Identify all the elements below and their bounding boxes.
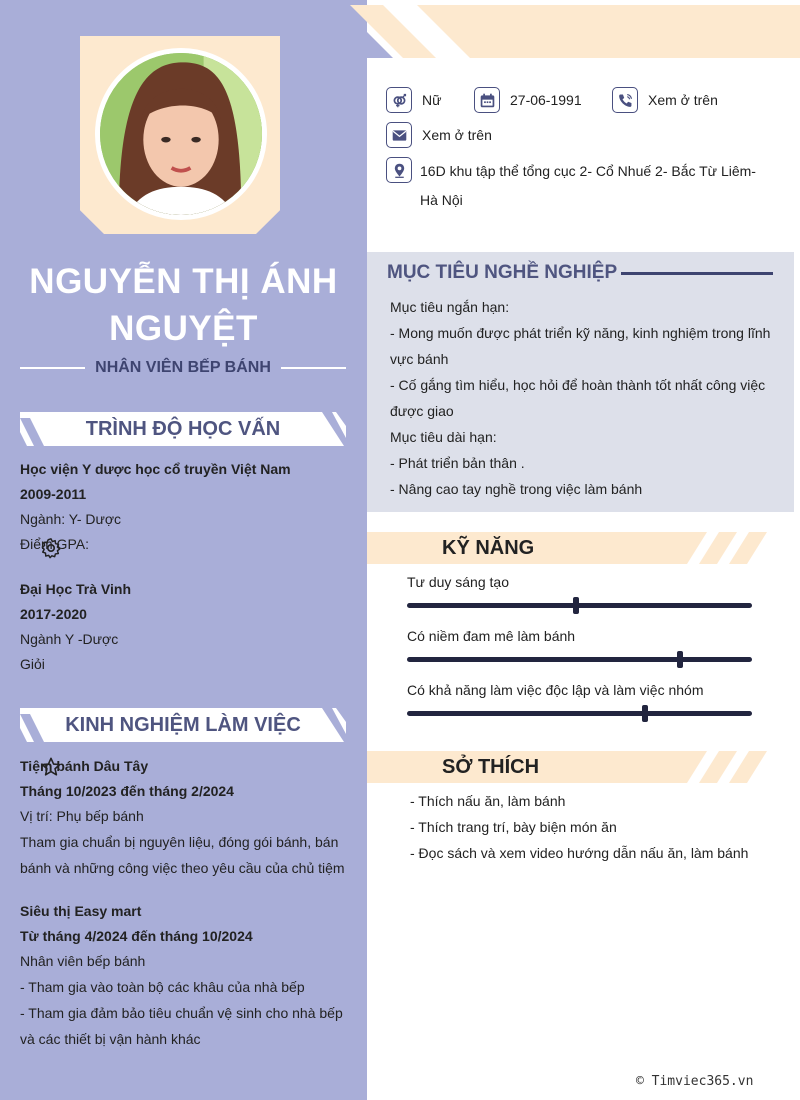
education-entry [20, 577, 350, 677]
candidate-name [0, 258, 367, 352]
job-description: và các thiết bị vận hành khác [20, 1031, 201, 1047]
objective-line: - Mong muốn được phát triển kỹ năng, kinh nghiệm trong lĩnh [390, 325, 771, 341]
address-line-2: Hà Nội [420, 192, 463, 208]
education-heading [20, 412, 346, 446]
work-period: Tháng 10/2023 đến tháng 2/2024 [20, 783, 234, 799]
avatar [95, 48, 267, 220]
skills-heading: KỸ NĂNG [442, 537, 535, 559]
experience-heading [20, 708, 346, 742]
phone-icon [612, 87, 638, 113]
contact-gender [386, 87, 441, 113]
heading-underline [621, 272, 773, 275]
footer-credit: © Timviec365.vn [636, 1074, 754, 1089]
hobby-item: - Thích trang trí, bày biện món ăn [410, 819, 617, 835]
experience-entry [20, 754, 350, 881]
top-decoration [305, 5, 800, 58]
gender-value: Nữ [422, 92, 442, 108]
stripe-decoration [687, 532, 777, 564]
job-description: bánh và những công việc theo yêu cầu của chủ tiệm [20, 860, 345, 876]
gear-icon [40, 537, 62, 559]
hobbies-heading-band [367, 751, 777, 783]
major: Ngành Y -Dược [20, 631, 119, 647]
school-name: Đại Học Trà Vinh [20, 581, 131, 597]
birthday-value: 27-06-1991 [510, 92, 582, 108]
objective-line: - Nâng cao tay nghề trong việc làm bánh [390, 481, 643, 497]
objective-line: Mục tiêu dài hạn: [390, 429, 497, 445]
avatar-image [100, 53, 262, 215]
job-description: - Tham gia đảm bảo tiêu chuẩn vệ sinh cho nhà bếp [20, 1005, 343, 1021]
gpa: Giỏi [20, 656, 45, 672]
job-description: - Tham gia vào toàn bộ các khâu của nhà bếp [20, 979, 305, 995]
skills-heading-band [367, 532, 777, 564]
skill-level-marker [677, 651, 683, 668]
stripe-decoration [314, 412, 346, 446]
skill-label: Có khả năng làm việc độc lập và làm việc nhóm [407, 682, 704, 698]
school-name: Học viện Y dược học cổ truyền Việt Nam [20, 461, 291, 477]
gpa: Điểm GPA: [20, 536, 89, 552]
email-icon [386, 122, 412, 148]
hobbies-list [410, 788, 748, 866]
stripe-decoration [20, 708, 52, 742]
skill-bar [407, 657, 752, 662]
stripe-decoration [314, 708, 346, 742]
skill-bar [407, 603, 752, 608]
name-line-1: NGUYỄN THỊ ÁNH [29, 262, 338, 301]
stripe-decoration [687, 751, 777, 783]
divider-line [281, 367, 346, 369]
name-line-2: NGUYỆT [109, 309, 258, 348]
skill-label: Tư duy sáng tạo [407, 574, 509, 590]
contact-phone [612, 87, 718, 113]
contact-email [386, 122, 492, 148]
education-heading-text: TRÌNH ĐỘ HỌC VẤN [85, 417, 281, 440]
contact-birthday [474, 87, 582, 113]
email-value: Xem ở trên [422, 127, 492, 143]
objective-heading: MỤC TIÊU NGHỀ NGHIỆP [387, 262, 618, 283]
skill-level-marker [573, 597, 579, 614]
gender-icon [386, 87, 412, 113]
phone-value: Xem ở trên [648, 92, 718, 108]
star-icon [40, 756, 62, 778]
position: Vị trí: Phụ bếp bánh [20, 808, 144, 824]
experience-heading-text: KINH NGHIỆM LÀM VIỆC [65, 713, 301, 736]
study-period: 2009-2011 [20, 486, 87, 502]
contact-address [386, 157, 422, 183]
divider-line [20, 367, 85, 369]
objective-line: - Phát triển bản thân . [390, 455, 525, 471]
job-title: NHÂN VIÊN BẾP BÁNH [95, 359, 271, 376]
position: Nhân viên bếp bánh [20, 953, 146, 969]
objective-body [390, 294, 785, 502]
address-line-1: 16D khu tập thể tổng cục 2- Cổ Nhuế 2- Bắc Từ Liêm- [420, 163, 756, 179]
company-name: Siêu thị Easy mart [20, 903, 142, 919]
company-name: Tiệm bánh Dâu Tây [20, 758, 149, 774]
calendar-icon [474, 87, 500, 113]
stripe-decoration [20, 412, 52, 446]
hobbies-heading: SỞ THÍCH [442, 756, 540, 778]
work-period: Từ tháng 4/2024 đến tháng 10/2024 [20, 928, 253, 944]
hobby-item: - Đọc sách và xem video hướng dẫn nấu ăn, làm bánh [410, 845, 749, 861]
address-value [420, 157, 780, 215]
objective-line: được giao [390, 403, 454, 419]
objective-line: Mục tiêu ngắn hạn: [390, 299, 510, 315]
job-title-row [20, 355, 346, 381]
objective-line: - Cố gắng tìm hiểu, học hỏi để hoàn thành tốt nhất công việc [390, 377, 766, 393]
experience-entry [20, 899, 350, 1052]
career-objective-section [367, 252, 794, 512]
job-description: Tham gia chuẩn bị nguyên liệu, đóng gói bánh, bán [20, 834, 339, 850]
skill-bar [407, 711, 752, 716]
skill-level-marker [642, 705, 648, 722]
hobby-item: - Thích nấu ăn, làm bánh [410, 793, 566, 809]
study-period: 2017-2020 [20, 606, 87, 622]
skill-label: Có niềm đam mê làm bánh [407, 628, 576, 644]
major: Ngành: Y- Dược [20, 511, 122, 527]
objective-line: vực bánh [390, 351, 449, 367]
education-entry [20, 457, 350, 557]
location-icon [386, 157, 412, 183]
